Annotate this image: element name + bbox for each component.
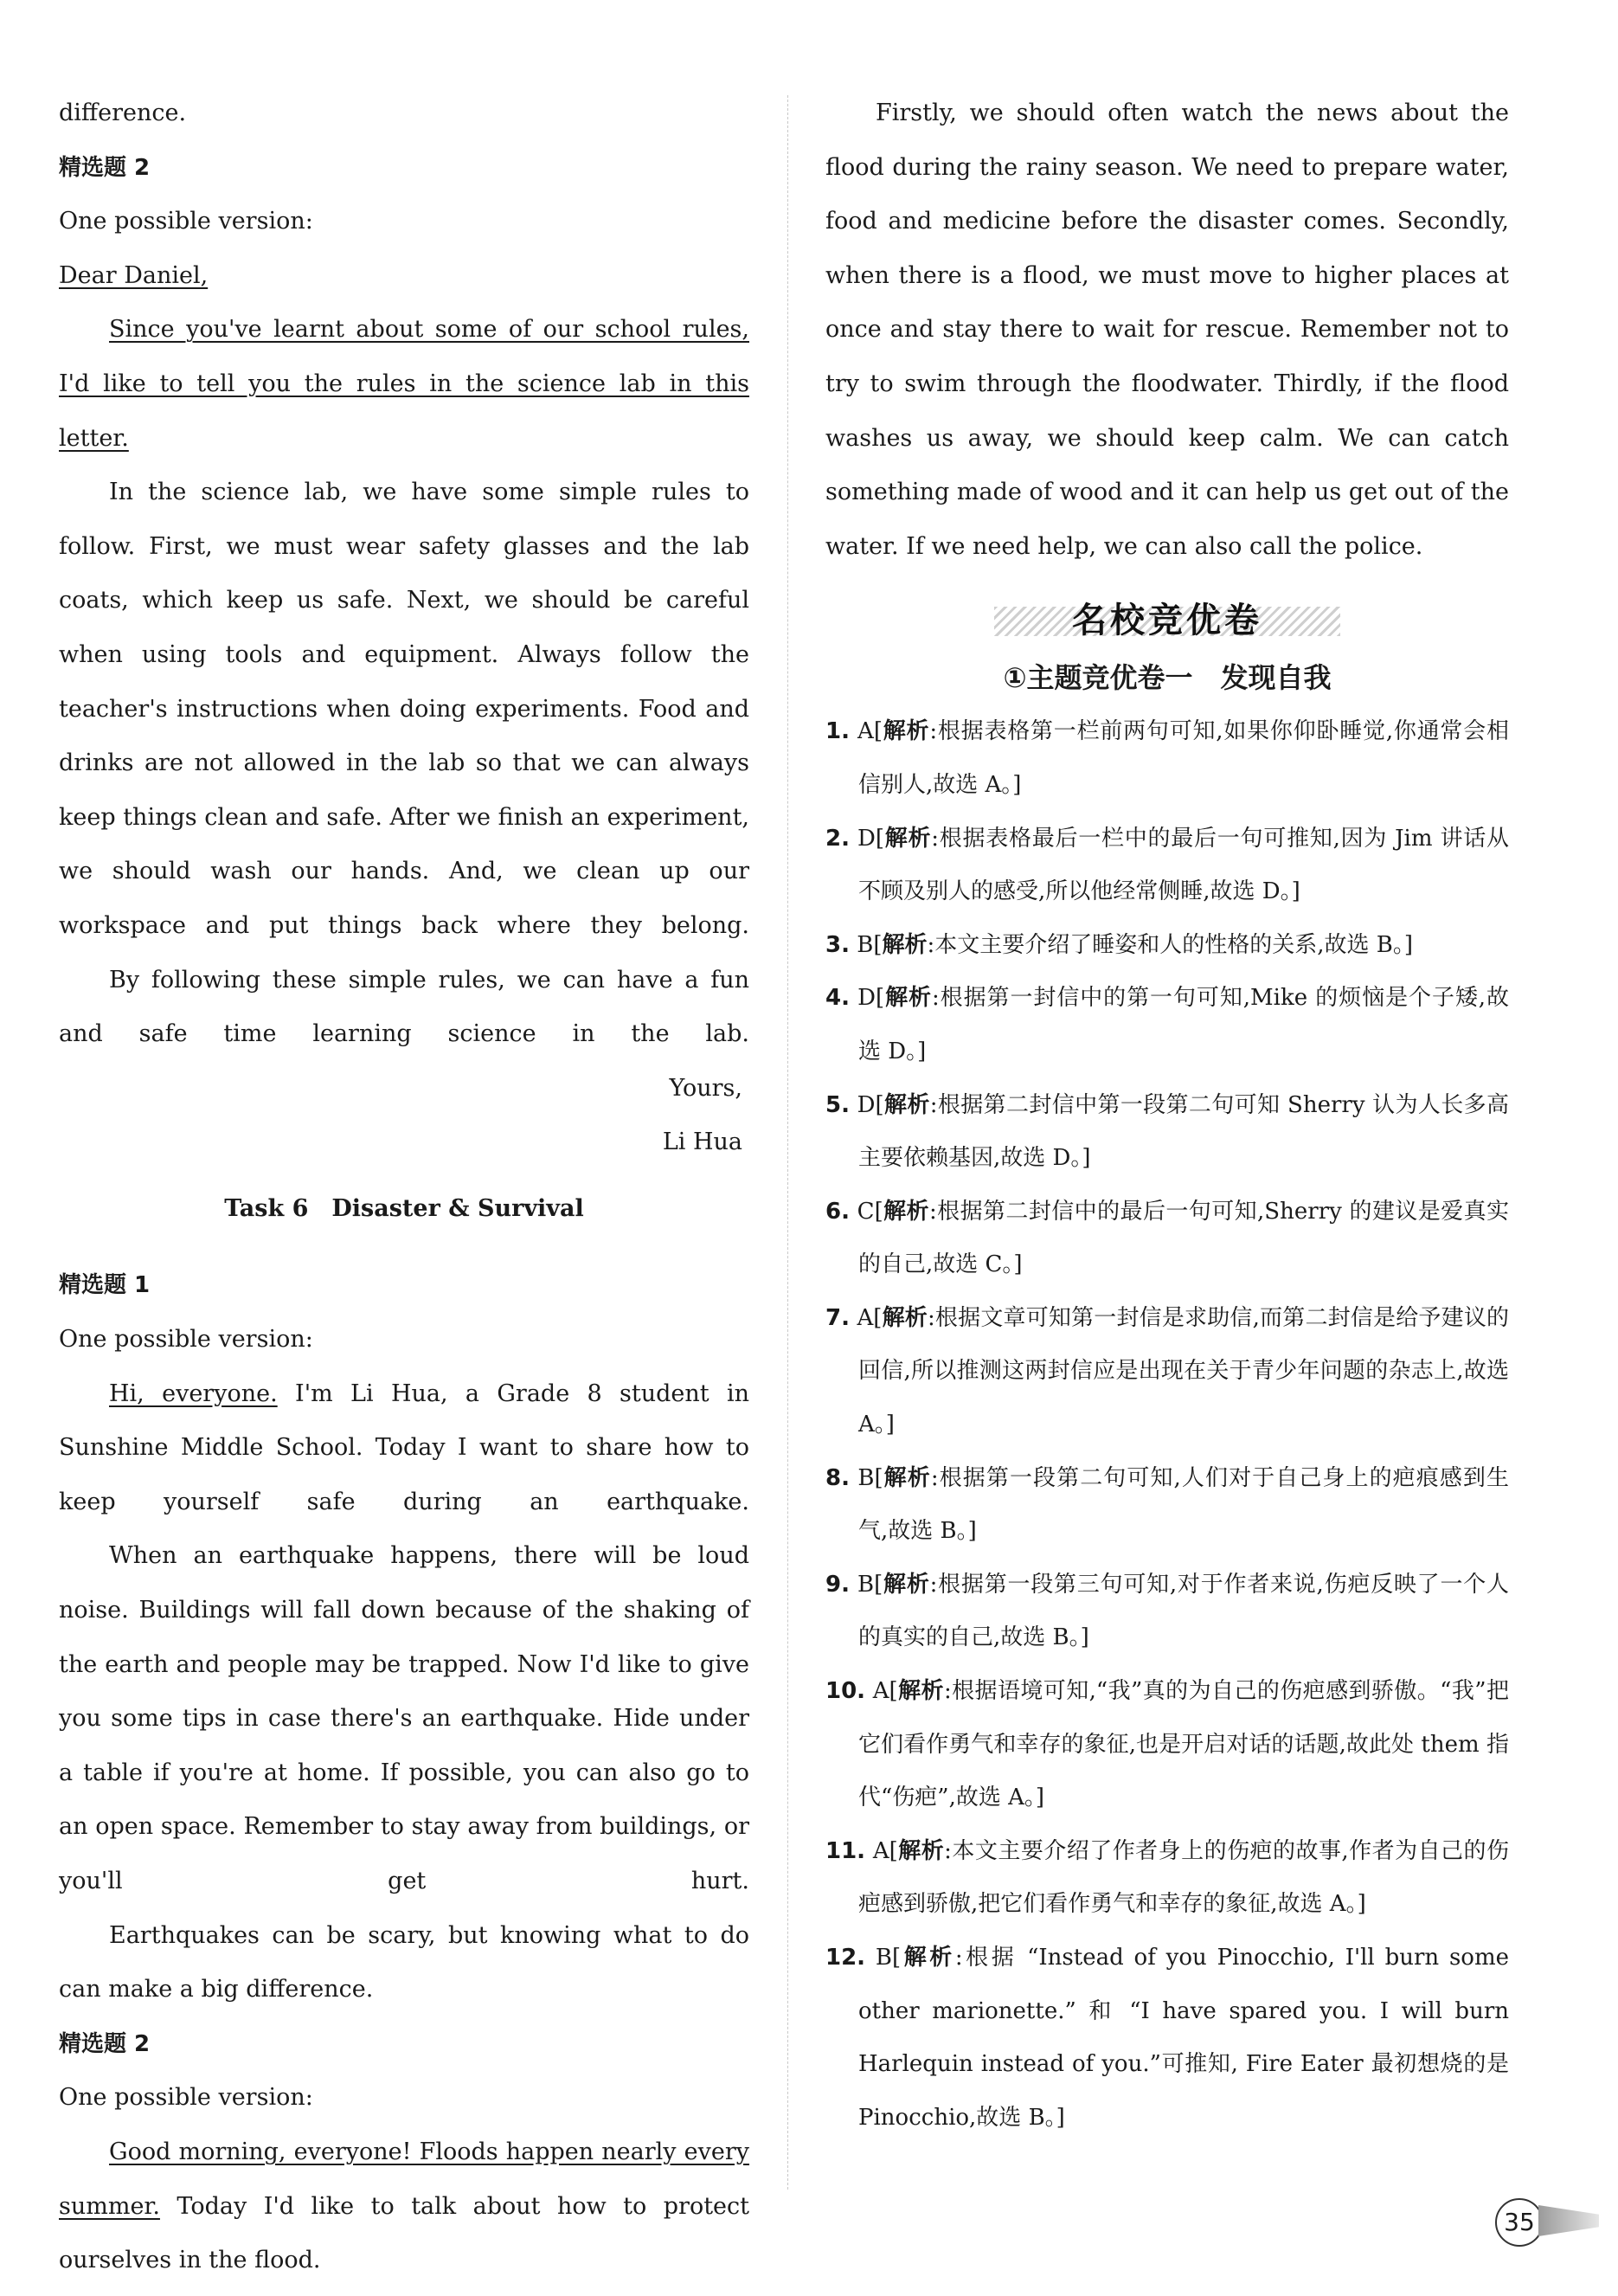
section-heading: 精选题 2 [59, 154, 151, 181]
right-column [825, 87, 1509, 2145]
answer-item: 10. A[解析:根据语境可知,“我”真的为自己的伤疤感到骄傲。“我”把它们看作勇气和幸存的象征,也是开启对话的话题,故此处 them 指代“伤疤”,故选 A。] [825, 1678, 1509, 1811]
version-label: One possible version: [59, 1326, 313, 1354]
answer-analysis-label: 解析 [883, 1571, 930, 1598]
speech-greeting: Hi, everyone. [109, 1380, 278, 1407]
salutation-text: Dear Daniel, [59, 261, 209, 289]
answer-letter: A [872, 1837, 889, 1864]
answer-letter: C [857, 1198, 875, 1225]
answer-explanation: 本文主要介绍了睡姿和人的性格的关系,故选 B。] [934, 931, 1414, 958]
section-heading: 精选题 2 [59, 2030, 151, 2057]
answer-number: 9. [825, 1571, 850, 1598]
answer-list [825, 705, 1509, 2145]
answer-number: 12. [825, 1945, 866, 1971]
answer-number: 5. [825, 1091, 850, 1118]
answer-letter: A [857, 1304, 874, 1331]
answer-letter: D [857, 985, 876, 1012]
version-label: One possible version: [59, 2084, 313, 2112]
answer-analysis-label: 解析 [883, 1464, 931, 1491]
answer-number: 4. [825, 985, 850, 1012]
section-heading: 精选题 1 [59, 1272, 151, 1299]
answer-number: 1. [825, 718, 850, 745]
answer-number: 8. [825, 1464, 850, 1491]
column-divider [787, 95, 788, 2190]
answer-analysis-label: 解析 [901, 1945, 955, 1971]
speech-intro-rest: I'm Li Hua, a Grade 8 student in Sunshine Middle School. Today I want to share how to keep yourself safe during an earthquake. [59, 1380, 749, 1515]
answer-number: 10. [825, 1678, 866, 1705]
answer-explanation: 根据第二封信中的最后一句可知,Sherry 的建议是爱真实的自己,故选 C。] [858, 1198, 1509, 1278]
answer-letter: A [872, 1678, 889, 1705]
answer-letter: D [857, 825, 876, 852]
answer-explanation: 根据表格最后一栏中的最后一句可推知,因为 Jim 讲话从不顾及别人的感受,所以他经常侧睡,故选 D。] [858, 825, 1510, 905]
answer-item: 4. D[解析:根据第一封信中的第一句可知,Mike 的烦恼是个子矮,故选 D。] [825, 985, 1509, 1064]
answer-letter: A [857, 718, 874, 745]
answer-number: 6. [825, 1198, 850, 1225]
paper-subheading: ①主题竞优卷一 发现自我 [1003, 661, 1332, 695]
banner-title: 名校竞优卷 [1072, 601, 1262, 641]
answer-analysis-label: 解析 [884, 825, 932, 852]
salutation [59, 249, 749, 304]
letter-body: In the science lab, we have some simple rules to follow. First, we must wear safety glasses and the lab coats, which keep us safe. Next, we should be careful when using tools and equipment. Always follow the teacher's instructions when doing experiments. Food and drinks are not allowed in the lab so that we can always keep things clean and safe. After we finish an experiment, we should wash our hands. And, we clean up our workspace and put things back where they belong. [59, 479, 749, 939]
answer-explanation: 根据第一段第三句可知,对于作者来说,伤疤反映了一个人的真实的自己,故选 B。] [858, 1571, 1510, 1651]
answer-explanation: 根据语境可知,“我”真的为自己的伤疤感到骄傲。“我”把它们看作勇气和幸存的象征,也是开启对话的话题,故此处 them 指代“伤疤”,故选 A。] [858, 1678, 1509, 1811]
answer-item: 11. A[解析:本文主要介绍了作者身上的伤疤的故事,作者为自己的伤疤感到骄傲,把它们看作勇气和幸存的象征,故选 A。] [825, 1837, 1510, 1918]
answer-explanation: 根据第二封信中第一段第二句可知 Sherry 认为人长多高主要依赖基因,故选 D。] [858, 1091, 1509, 1172]
answer-letter: B [857, 1571, 875, 1598]
task-title: Task 6 Disaster & Survival [224, 1194, 584, 1222]
continued-text: difference. [59, 100, 187, 126]
answer-analysis-label: 解析 [897, 1837, 945, 1864]
answer-number: 11. [825, 1837, 866, 1864]
answer-item: 8. B[解析:根据第一段第二句可知,人们对于自己身上的疤痕感到生气,故选 B。] [825, 1464, 1510, 1545]
letter-intro [59, 303, 749, 466]
answer-item: 3. B[解析:本文主要介绍了睡姿和人的性格的关系,故选 B。] [825, 931, 1414, 958]
left-column [59, 87, 749, 2288]
answer-analysis-label: 解析 [884, 985, 932, 1012]
answer-analysis-label: 解析 [882, 718, 930, 745]
flood-greeting: Good morning, everyone! Floods happen nearly every summer. [59, 2138, 749, 2220]
answer-letter: B [857, 1464, 875, 1491]
answer-item: 12. B[解析:根据 “Instead of you Pinocchio, I'll burn some other marionette.” 和 “I have spared you. I will burn Harlequin instead of you.”可推知, Fire Eater 最初想烧的是 Pinocchio,故选 B。] [825, 1945, 1509, 2131]
answer-item: 2. D[解析:根据表格最后一栏中的最后一句可推知,因为 Jim 讲话从不顾及别人的感受,所以他经常侧睡,故选 D。] [825, 825, 1510, 905]
signoff: Yours, [669, 1074, 742, 1102]
answer-item: 6. C[解析:根据第二封信中的最后一句可知,Sherry 的建议是爱真实的自己,故选 C。] [825, 1198, 1509, 1278]
flood-intro-rest: Today I'd like to talk about how to protect ourselves in the flood. [59, 2192, 749, 2274]
answer-letter: B [875, 1945, 892, 1971]
speech-body: When an earthquake happens, there will be loud noise. Buildings will fall down because of the shaking of the earth and people may be trapped. Now I'd like to give you some tips in case there's an earthquake. Hide under a table if you're at home. If possible, you can also go to an open space. Remember to stay away from buildings, or you'll get hurt. [59, 1542, 749, 1894]
letter-intro-text: Since you've learnt about some of our school rules, I'd like to tell you the rules in the science lab in this letter. [59, 316, 749, 452]
answer-analysis-label: 解析 [882, 1304, 928, 1331]
answer-number: 7. [825, 1304, 850, 1331]
flood-body: Firstly, we should often watch the news about the flood during the rainy season. We need to prepare water, food and medicine before the disaster comes. Secondly, when there is a flood, we must move to higher places at once and stay there to wait for rescue. Remember not to try to swim through the floodwater. Thirdly, if the flood washes us away, we should keep calm. We can catch something made of wood and it can help us get out of the water. If we need help, we can also call the police. [825, 100, 1509, 560]
answer-explanation: 根据表格第一栏前两句可知,如果你仰卧睡觉,你通常会相信别人,故选 A。] [858, 718, 1510, 798]
answer-analysis-label: 解析 [883, 1091, 930, 1118]
answer-letter: B [857, 931, 874, 958]
answer-analysis-label: 解析 [883, 1198, 929, 1225]
answer-item: 9. B[解析:根据第一段第三句可知,对于作者来说,伤疤反映了一个人的真实的自己,故选 B。] [825, 1571, 1510, 1651]
speech-closing: Earthquakes can be scary, but knowing what to do can make a big difference. [59, 1921, 749, 2003]
answer-letter: D [857, 1091, 876, 1118]
answer-analysis-label: 解析 [882, 931, 928, 958]
answer-item: 1. A[解析:根据表格第一栏前两句可知,如果你仰卧睡觉,你通常会相信别人,故选 A。] [825, 718, 1510, 798]
letter-closing: By following these simple rules, we can have a fun and safe time learning science in the lab. [59, 966, 749, 1048]
answer-explanation: 本文主要介绍了作者身上的伤疤的故事,作者为自己的伤疤感到骄傲,把它们看作勇气和幸存的象征,故选 A。] [858, 1837, 1510, 1918]
answer-number: 3. [825, 931, 850, 958]
answer-number: 2. [825, 825, 850, 852]
answer-explanation: 根据文章可知第一封信是求助信,而第二封信是给予建议的回信,所以推测这两封信应是出现在关于青少年问题的杂志上,故选 A。] [858, 1304, 1510, 1438]
answer-item: 5. D[解析:根据第二封信中第一段第二句可知 Sherry 认为人长多高主要依赖基因,故选 D。] [825, 1091, 1509, 1172]
speech-intro [59, 1367, 749, 1530]
answer-explanation: 根据 “Instead of you Pinocchio, I'll burn some other marionette.” 和 “I have spared you. I will burn Harlequin instead of you.”可推知, Fire Eater 最初想烧的是 Pinocchio,故选 B。] [858, 1945, 1509, 2131]
flood-speech-intro [59, 2126, 749, 2288]
signature-name: Li Hua [662, 1129, 742, 1156]
page-number: 35 [1495, 2198, 1544, 2247]
version-label: One possible version: [59, 208, 313, 235]
answer-item: 7. A[解析:根据文章可知第一封信是求助信,而第二封信是给予建议的回信,所以推测这两封信应是出现在关于青少年问题的杂志上,故选 A。] [825, 1304, 1510, 1438]
page-tab-decoration [1538, 2205, 1599, 2236]
answer-explanation: 根据第一封信中的第一句可知,Mike 的烦恼是个子矮,故选 D。] [858, 985, 1509, 1064]
answer-explanation: 根据第一段第二句可知,人们对于自己身上的疤痕感到生气,故选 B。] [858, 1464, 1510, 1545]
section-banner [825, 589, 1509, 650]
answer-analysis-label: 解析 [897, 1678, 944, 1705]
